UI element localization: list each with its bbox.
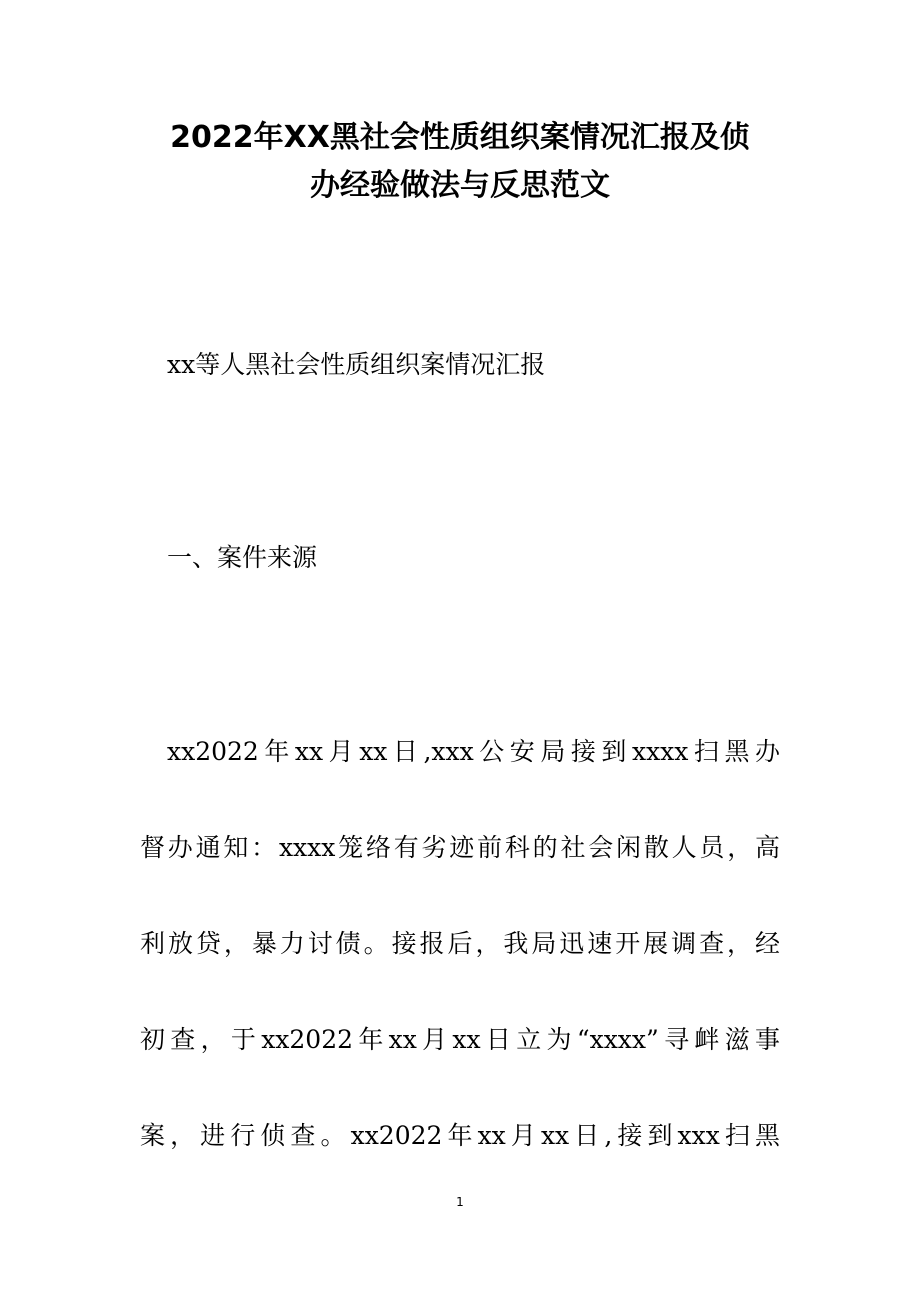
report-subtitle: xx等人黑社会性质组织案情况汇报 xyxy=(167,350,546,379)
body-line-5: 案，进行侦查。xx2022年xx月xx日,接到xxx扫黑 xyxy=(140,1121,780,1150)
title-line-1: 2022年XX黑社会性质组织案情况汇报及侦 xyxy=(170,120,750,155)
body-line-3: 利放贷，暴力讨债。接报后，我局迅速开展调查，经 xyxy=(140,929,780,958)
body-line-2: 督办通知：xxxx笼络有劣迹前科的社会闲散人员，高 xyxy=(140,833,780,862)
page-number: 1 xyxy=(456,1195,464,1209)
section-heading: 一、案件来源 xyxy=(167,543,318,572)
body-line-4: 初查，于xx2022年xx月xx日立为“xxxx”寻衅滋事 xyxy=(140,1025,780,1054)
document-title xyxy=(100,114,820,210)
title-line-2: 办经验做法与反思范文 xyxy=(310,168,610,203)
body-line-1: xx2022年xx月xx日,xxx公安局接到xxxx扫黑办 xyxy=(167,737,780,766)
